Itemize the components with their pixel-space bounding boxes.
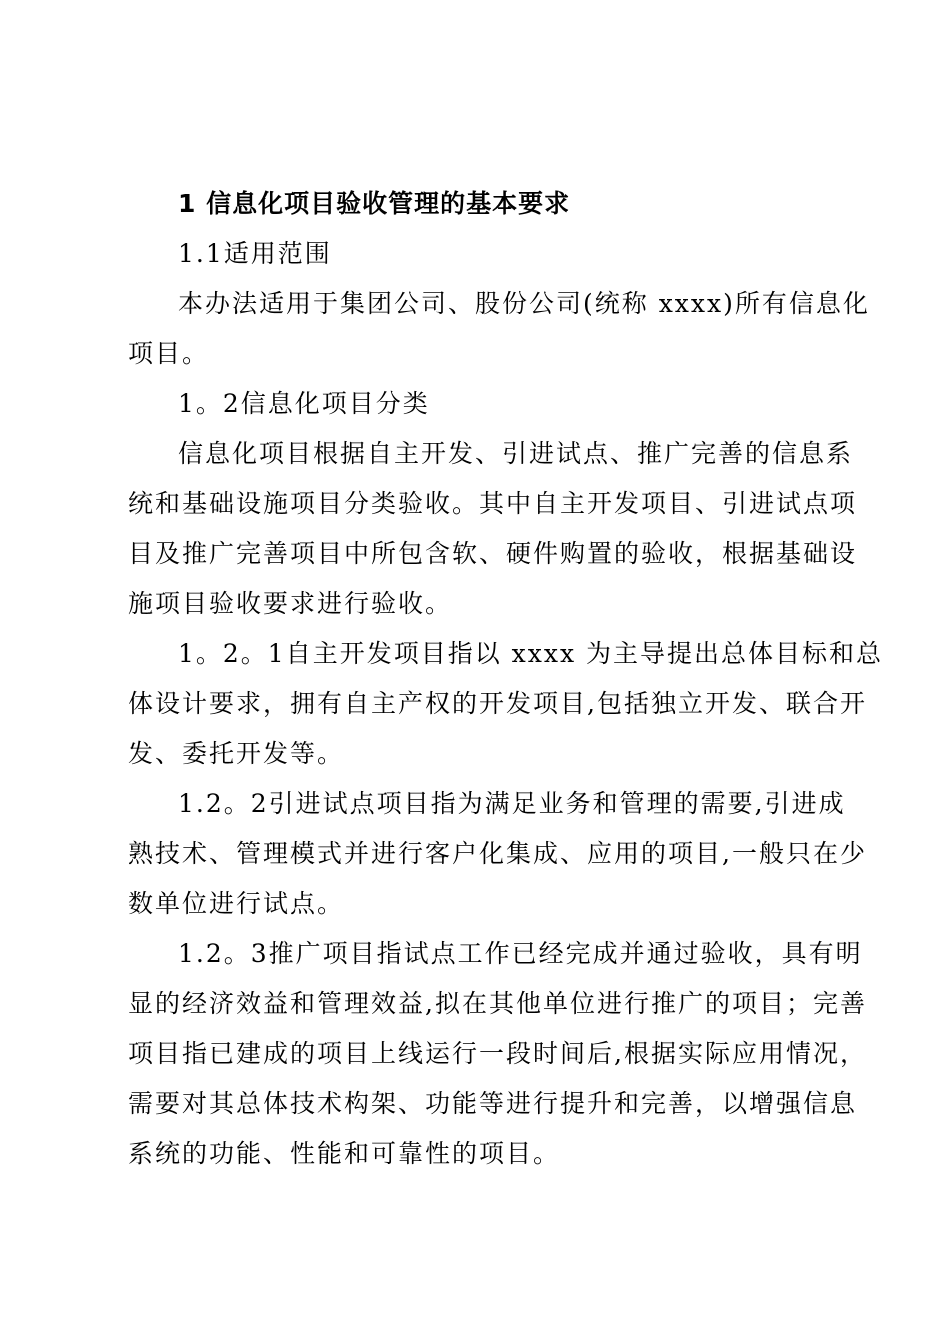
paragraph-line: 体设计要求，拥有自主产权的开发项目,包括独立开发、联合开 [128,689,867,718]
paragraph-line: 项目指已建成的项目上线运行一段时间后,根据实际应用情况， [128,1039,867,1068]
paragraph-line: 1。2。1自主开发项目指以 xxxx 为主导提出总体目标和总 [178,639,884,668]
paragraph-line: 发、委托开发等。 [128,739,345,768]
paragraph-line: 项目。 [128,339,210,368]
paragraph-line: 1.2。2引进试点项目指为满足业务和管理的需要,引进成 [178,789,846,818]
paragraph-line: 显的经济效益和管理效益,拟在其他单位进行推广的项目；完善 [128,989,867,1018]
paragraph-line: 需要对其总体技术构架、功能等进行提升和完善，以增强信息 [128,1089,858,1118]
paragraph-line: 本办法适用于集团公司、股份公司(统称 xxxx)所有信息化 [178,289,870,318]
paragraph-line: 目及推广完善项目中所包含软、硬件购置的验收，根据基础设 [128,539,858,568]
paragraph-line: 统和基础设施项目分类验收。其中自主开发项目、引进试点项 [128,489,858,518]
paragraph-line: 数单位进行试点。 [128,889,345,918]
paragraph-line: 系统的功能、性能和可靠性的项目。 [128,1139,561,1168]
subsection-title: 1。2信息化项目分类 [178,389,430,418]
paragraph-line: 施项目验收要求进行验收。 [128,589,453,618]
paragraph-line: 1.2。3推广项目指试点工作已经完成并通过验收，具有明 [178,939,863,968]
subsection-title: 1.1适用范围 [178,239,332,268]
section-heading: 1 信息化项目验收管理的基本要求 [178,189,571,218]
paragraph-line: 熟技术、管理模式并进行客户化集成、应用的项目,一般只在少 [128,839,867,868]
paragraph-line: 信息化项目根据自主开发、引进试点、推广完善的信息系 [178,439,854,468]
